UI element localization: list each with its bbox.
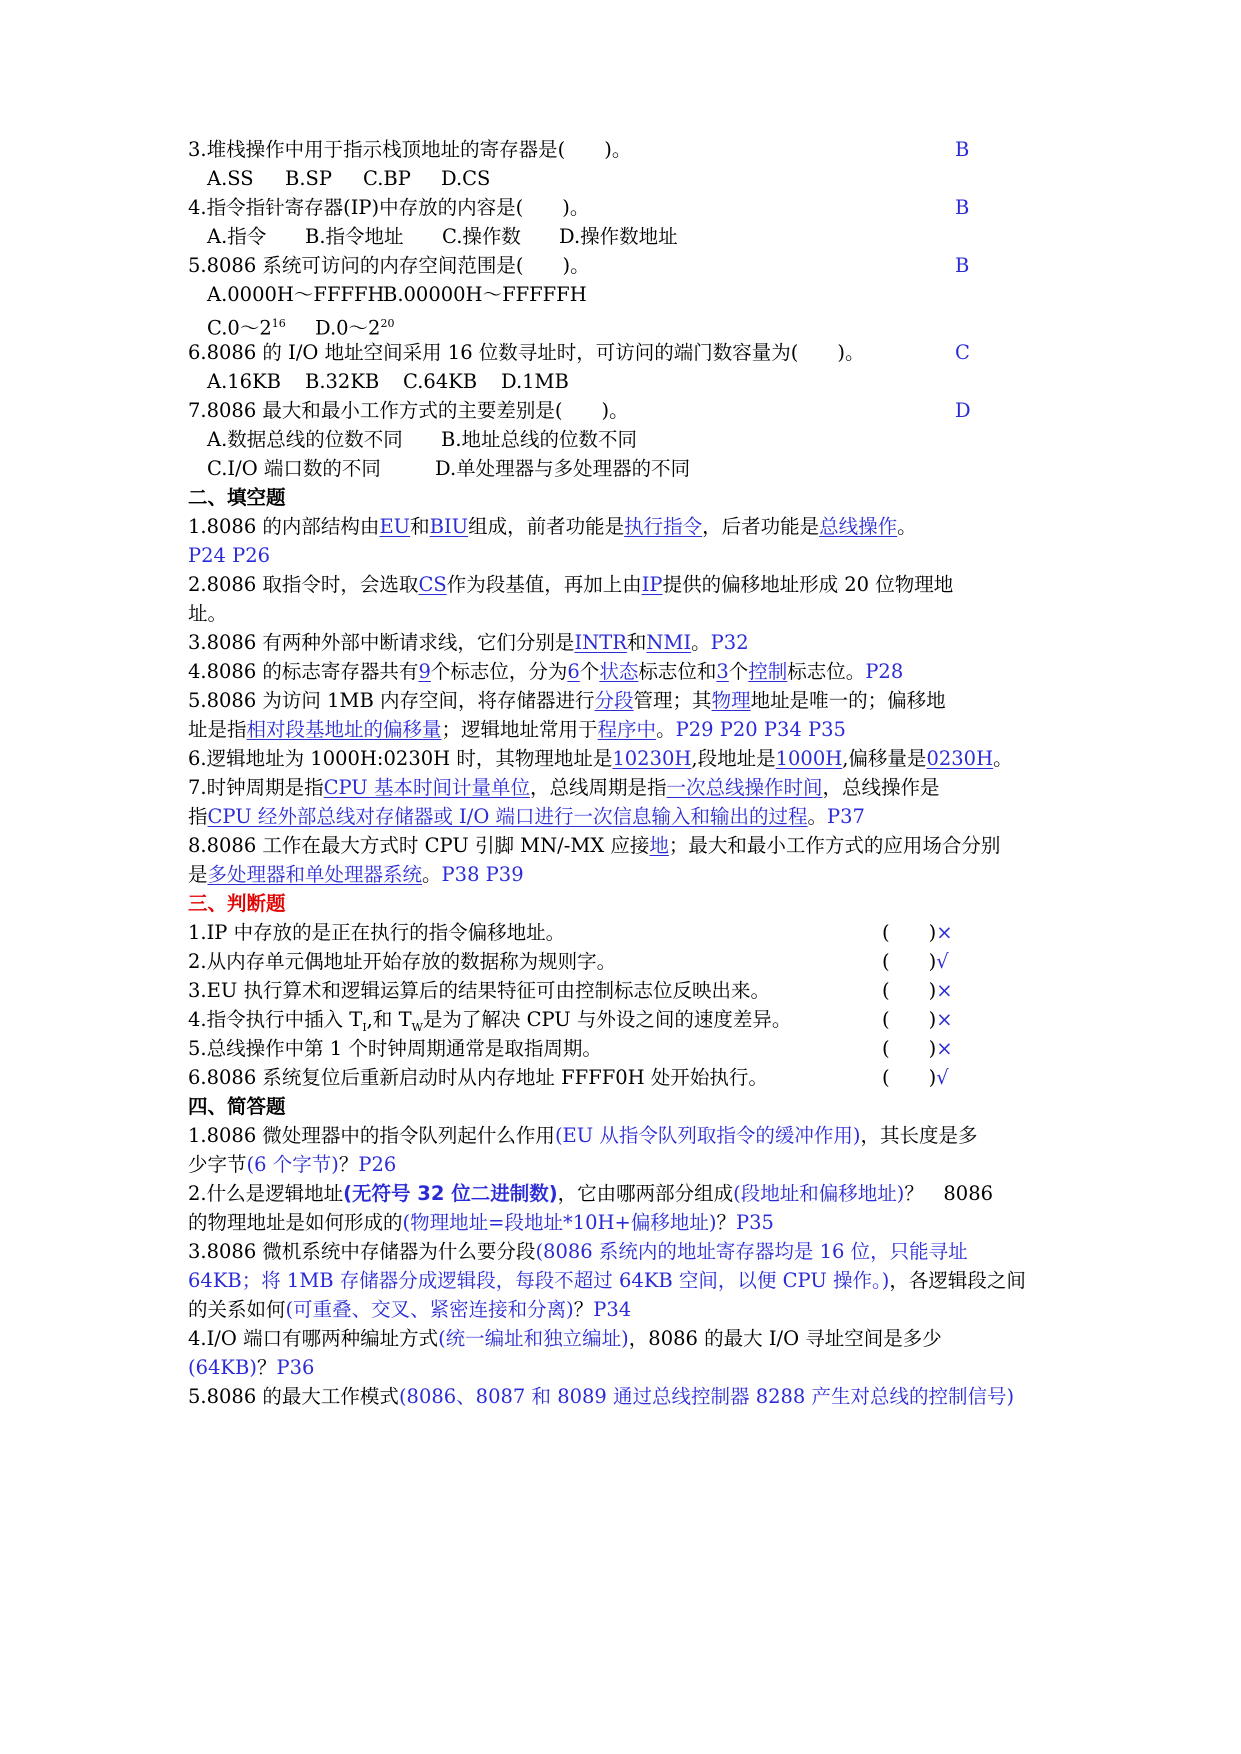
section-title-fill: 二、填空题 — [188, 486, 286, 509]
option: A.SS — [207, 167, 254, 190]
blank-answer: CPU 经外部总线对存储器或 I/O 端口进行一次信息输入和输出的过程 — [207, 805, 808, 828]
judge-mark-1: ( )× — [882, 921, 953, 944]
blank-answer: BIU — [429, 515, 469, 538]
blank-answer: 9 — [418, 660, 431, 683]
blank-answer: 一次总线操作时间 — [666, 776, 823, 799]
judge-q6: 6.8086 系统复位后重新启动时从内存地址 FFFF0H 处开始执行。 — [188, 1066, 768, 1089]
option: D.操作数地址 — [559, 225, 678, 248]
judge-q3: 3.EU 执行算术和逻辑运算后的结果特征可由控制标志位反映出来。 — [188, 979, 770, 1002]
blank-answer: 10230H — [612, 747, 692, 770]
choice-q6 — [188, 338, 1068, 368]
short-q3-cont2: 的关系如何(可重叠、交叉、紧密连接和分离)？P34 — [188, 1298, 632, 1321]
choice-q4-options — [207, 222, 1087, 252]
blank-answer: EU — [379, 515, 411, 538]
question-text: 5.8086 系统可访问的内存空间范围是( )。 — [188, 254, 590, 277]
page-ref: P37 — [827, 805, 865, 828]
blank-answer: 程序中 — [597, 718, 657, 741]
option: $D.0\sim 2^{20}$ — [315, 316, 395, 340]
option: C.I/O 端口数的不同 — [207, 457, 381, 480]
blank-answer: 总线操作 — [819, 515, 898, 538]
short-q5: 5.8086 的最大工作模式(8086、8087 和 8089 通过总线控制器 8288 产生对总线的控制信号) — [188, 1385, 1015, 1408]
option: B.32KB — [305, 370, 380, 393]
answer-q3: B — [955, 138, 970, 161]
short-q1-cont: 少字节(6 个字节)？P26 — [188, 1153, 397, 1176]
fill-q1: 1.8086 的内部结构由EU和BIU组成，前者功能是执行指令，后者功能是总线操作。 — [188, 515, 917, 538]
fill-q4: 4.8086 的标志寄存器共有9个标志位，分为6个状态标志位和3个控制标志位。P28 — [188, 660, 904, 683]
judge-mark-2: ( )√ — [882, 950, 949, 973]
page-ref: P26 — [358, 1153, 397, 1176]
blank-answer: IP — [641, 573, 663, 596]
page-ref: P32 — [710, 631, 749, 654]
blank-answer: 地 — [649, 834, 669, 857]
short-q2-cont: 的物理地址是如何形成的(物理地址=段地址*10H+偏移地址)？P35 — [188, 1211, 774, 1234]
judge-q5: 5.总线操作中第 1 个时钟周期通常是取指周期。 — [188, 1037, 602, 1060]
fill-q2: 2.8086 取指令时，会选取CS作为段基值，再加上由IP提供的偏移地址形成 20 位物理地 — [188, 573, 954, 596]
judge-mark-3: ( )× — [882, 979, 953, 1002]
short-q4-cont: (64KB)？P36 — [188, 1356, 315, 1379]
choice-q3-options — [207, 164, 1087, 194]
option: A.16KB — [207, 370, 281, 393]
fill-q1-ref: P24 P26 — [188, 544, 271, 567]
fill-q7-cont: 指CPU 经外部总线对存储器或 I/O 端口进行一次信息输入和输出的过程。P37 — [188, 805, 865, 828]
blank-answer: INTR — [574, 631, 627, 654]
judge-q4: 4.指令执行中插入 $T_I$,和 $T_W$是为了解决 CPU 与外设之间的速度差异。 — [188, 1008, 792, 1034]
section-title-judge: 三、判断题 — [188, 892, 286, 915]
choice-q4 — [188, 193, 1068, 223]
page-ref: P36 — [276, 1356, 315, 1379]
fill-q5-cont: 址是指相对段基地址的偏移量；逻辑地址常用于程序中。P29 P20 P34 P35 — [188, 718, 846, 741]
option: D.单处理器与多处理器的不同 — [435, 457, 691, 480]
question-text: 6.8086 的 I/O 地址空间采用 16 位数寻址时，可访问的端门数容量为( )。 — [188, 341, 865, 364]
judge-q1: 1.IP 中存放的是正在执行的指令偏移地址。 — [188, 921, 566, 944]
answer-q7: D — [955, 399, 971, 422]
choice-q5 — [188, 251, 1068, 281]
option: C.BP — [363, 167, 411, 190]
page-ref: P38 P39 — [441, 863, 524, 886]
judge-mark-4: ( )× — [882, 1008, 953, 1031]
choice-q5-options-1 — [207, 280, 1087, 310]
fill-q6: 6.逻辑地址为 1000H:0230H 时，其物理地址是10230H,段地址是1000H,偏移量是0230H。 — [188, 747, 1013, 770]
page-ref: P35 — [736, 1211, 774, 1234]
choice-q5-options-2 — [207, 309, 1087, 339]
choice-q3 — [188, 135, 1068, 165]
judge-q2: 2.从内存单元偶地址开始存放的数据称为规则字。 — [188, 950, 617, 973]
page-ref: P34 — [593, 1298, 632, 1321]
blank-answer: 1000H — [775, 747, 843, 770]
blank-answer: 物理 — [711, 689, 751, 712]
fill-q5: 5.8086 为访问 1MB 内存空间，将存储器进行分段管理；其物理地址是唯一的；偏移地 — [188, 689, 946, 712]
question-text: 4.指令指针寄存器(IP)中存放的内容是( )。 — [188, 196, 590, 219]
judge-mark-6: ( )√ — [882, 1066, 949, 1089]
fill-q8-cont: 是多处理器和单处理器系统。P38 P39 — [188, 863, 524, 886]
fill-q8: 8.8086 工作在最大方式时 CPU 引脚 MN/-MX 应接地；最大和最小工作方式的应用场合分别 — [188, 834, 1001, 857]
blank-answer: CS — [418, 573, 447, 596]
short-q2: 2.什么是逻辑地址(无符号 32 位二进制数)，它由哪两部分组成(段地址和偏移地址)？ 8086 — [188, 1182, 994, 1205]
judge-mark-5: ( )× — [882, 1037, 953, 1060]
option: C.操作数 — [442, 225, 521, 248]
section-title-short: 四、简答题 — [188, 1095, 286, 1118]
question-text: 7.8086 最大和最小工作方式的主要差别是( )。 — [188, 399, 629, 422]
fill-q2-cont: 址。 — [188, 602, 228, 625]
fill-q7: 7.时钟周期是指CPU 基本时间计量单位，总线周期是指一次总线操作时间，总线操作是 — [188, 776, 940, 799]
option: D.1MB — [501, 370, 569, 393]
blank-answer: 0230H — [926, 747, 994, 770]
blank-answer: 相对段基地址的偏移量 — [246, 718, 442, 741]
blank-answer: 6 — [567, 660, 580, 683]
option: A.0000H～FFFFH — [207, 283, 385, 306]
blank-answer: 分段 — [594, 689, 634, 712]
option: $C.0\sim 2^{16}$ — [207, 316, 286, 340]
option: B.地址总线的位数不同 — [441, 428, 638, 451]
option: A.数据总线的位数不同 — [207, 428, 403, 451]
choice-q7-options-1 — [207, 425, 1087, 455]
option: C.64KB — [403, 370, 478, 393]
answer-q4: B — [955, 196, 970, 219]
option: B.指令地址 — [305, 225, 404, 248]
choice-q6-options — [207, 367, 1087, 397]
answer-q6: C — [955, 341, 970, 364]
option: B.00000H～FFFFFH — [383, 283, 587, 306]
blank-answer: 多处理器和单处理器系统 — [207, 863, 423, 886]
blank-answer: 状态 — [599, 660, 639, 683]
choice-q7-options-2 — [207, 454, 1087, 484]
page-ref: P28 — [865, 660, 904, 683]
option: D.CS — [441, 167, 491, 190]
blank-answer: NMI — [646, 631, 692, 654]
option: A.指令 — [207, 225, 267, 248]
short-q1: 1.8086 微处理器中的指令队列起什么作用(EU 从指令队列取指令的缓冲作用)，其长度是多 — [188, 1124, 978, 1147]
option: B.SP — [285, 167, 333, 190]
blank-answer: 3 — [716, 660, 729, 683]
blank-answer: 控制 — [748, 660, 788, 683]
short-q3-cont1: 64KB；将 1MB 存储器分成逻辑段，每段不超过 64KB 空间，以便 CPU 操作。)，各逻辑段之间 — [188, 1269, 1026, 1292]
blank-answer: 执行指令 — [624, 515, 703, 538]
short-q4: 4.I/O 端口有哪两种编址方式(统一编址和独立编址)，8086 的最大 I/O 寻址空间是多少 — [188, 1327, 942, 1350]
blank-answer: CPU 基本时间计量单位 — [323, 776, 530, 799]
choice-q7 — [188, 396, 1068, 426]
fill-q3: 3.8086 有两种外部中断请求线，它们分别是INTR和NMI。P32 — [188, 631, 749, 654]
short-q3: 3.8086 微机系统中存储器为什么要分段(8086 系统内的地址寄存器均是 16 位，只能寻址 — [188, 1240, 968, 1263]
page-ref: P29 P20 P34 P35 — [675, 718, 846, 741]
question-text: 3.堆栈操作中用于指示栈顶地址的寄存器是( )。 — [188, 138, 632, 161]
answer-q5: B — [955, 254, 970, 277]
